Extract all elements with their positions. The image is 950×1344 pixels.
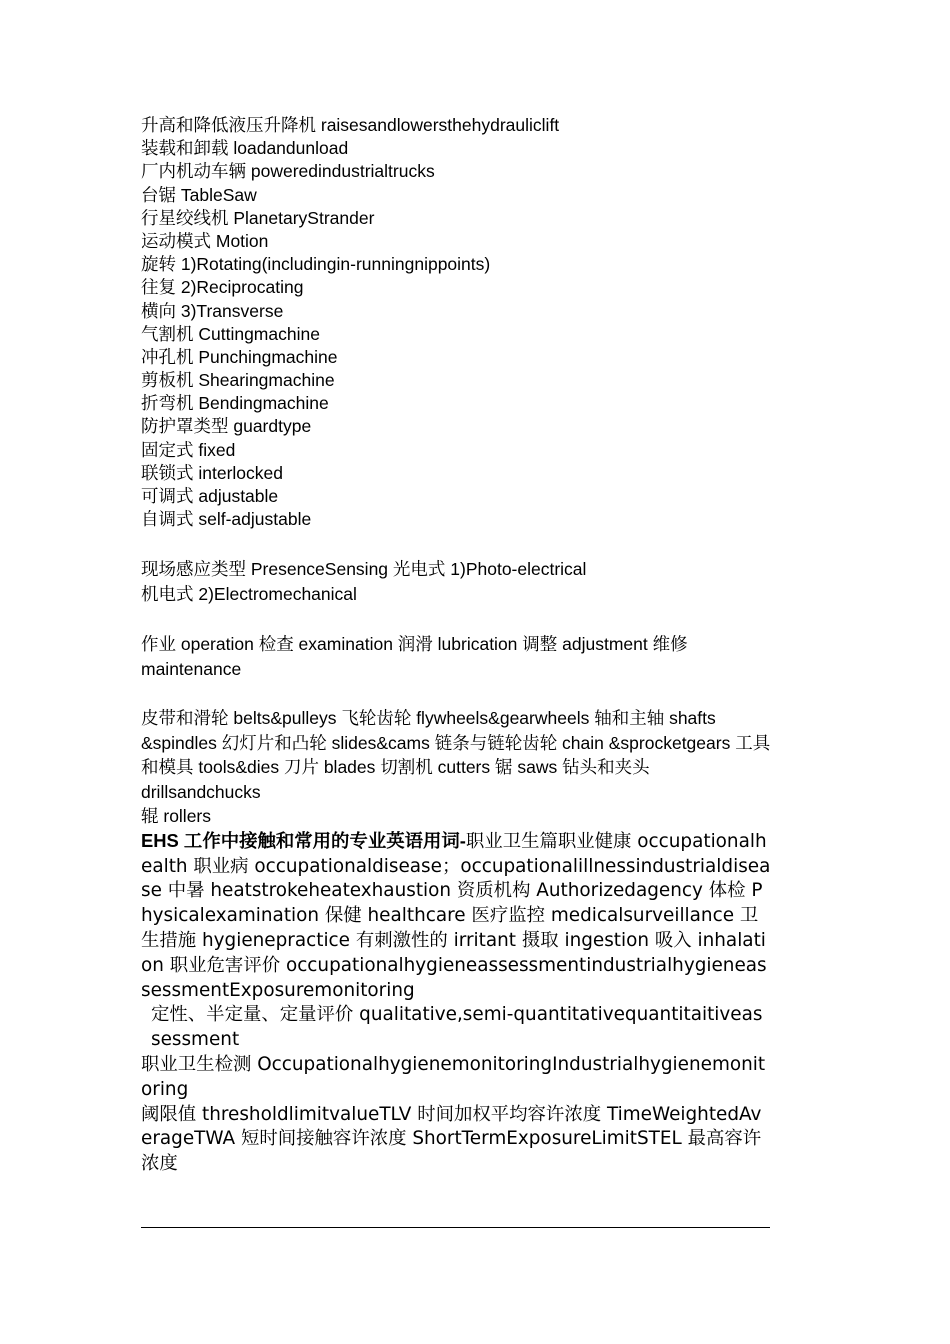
occupational-health-paragraph bbox=[141, 829, 771, 1004]
spacer bbox=[141, 606, 771, 632]
presence-line: 机电式 2)Electromechanical bbox=[141, 583, 357, 604]
section-text: 职业卫生篇职业健康 occupationalhealth 职业病 occupationaldisease；occupationalillnessindustrialdisease 中暑 heatstrokeheatexhaustion 资质机构 Authorizedagency 体检 Physicalexamination 保健 healthcare 医疗监控 medicalsurveillance 卫生措施 hygienepractice 有刺激性的 irritant 摄取 ingestion 吸入 inhalation 职业危害评价 occupationalhygieneassessmentindustrialhygieneassessmentExposuremonitoring bbox=[141, 830, 771, 1001]
term-line: 横向 3)Transverse bbox=[141, 300, 284, 321]
term-line: 折弯机 Bendingmachine bbox=[141, 393, 329, 414]
section-heading: EHS 工作中接触和常用的专业英语用词- bbox=[141, 829, 466, 851]
term-list bbox=[141, 114, 771, 531]
presence-line: 现场感应类型 PresenceSensing 光电式 1)Photo-electrical bbox=[141, 559, 587, 580]
occupational-health-section bbox=[141, 829, 771, 1177]
term-line: 气割机 Cuttingmachine bbox=[141, 323, 320, 344]
term-line: 往复 2)Reciprocating bbox=[141, 277, 304, 298]
rollers-line: 辊 rollers bbox=[141, 806, 212, 827]
term-line: 厂内机动车辆 poweredindustrialtrucks bbox=[141, 161, 435, 182]
presence-sensing-block bbox=[141, 557, 771, 606]
term-line: 固定式 fixed bbox=[141, 439, 236, 460]
term-line: 联锁式 interlocked bbox=[141, 462, 283, 483]
term-line: 冲孔机 Punchingmachine bbox=[141, 346, 338, 367]
term-line: 行星绞线机 PlanetaryStrander bbox=[141, 207, 375, 228]
spacer bbox=[141, 531, 771, 557]
term-line: 运动模式 Motion bbox=[141, 230, 269, 251]
spacer bbox=[141, 681, 771, 706]
qualitative-paragraph: 定性、半定量、定量评价 qualitative,semi-quantitativequantitaitiveassessment bbox=[151, 1004, 763, 1051]
limits-paragraph: 阈限值 thresholdlimitvalueTLV 时间加权平均容许浓度 TimeWeightedAverageTWA 短时间接触容许浓度 ShortTermExposureLimitSTEL 最高容许浓度 bbox=[141, 1103, 762, 1175]
operation-paragraph: 作业 operation 检查 examination 润滑 lubrication 调整 adjustment 维修 maintenance bbox=[141, 634, 688, 679]
term-line: 剪板机 Shearingmachine bbox=[141, 370, 335, 391]
term-line: 装载和卸载 loadandunload bbox=[141, 138, 349, 159]
term-line: 旋转 1)Rotating(includingin-runningnippoints) bbox=[141, 254, 491, 275]
page-bottom-rule bbox=[141, 1227, 770, 1228]
document-body bbox=[141, 114, 771, 1177]
monitoring-paragraph: 职业卫生检测 OccupationalhygienemonitoringIndustrialhygienemonitoring bbox=[141, 1054, 766, 1100]
term-line: 自调式 self-adjustable bbox=[141, 509, 312, 530]
term-line: 升高和降低液压升降机 raisesandlowersthehydrauliclift bbox=[141, 115, 560, 135]
term-line: 台锯 TableSaw bbox=[141, 184, 257, 205]
parts-paragraph: 皮带和滑轮 belts&pulleys 飞轮齿轮 flywheels&gearwheels 轴和主轴 shafts &spindles 幻灯片和凸轮 slides&cams 链条与链轮齿轮 chain &sprocketgears 工具和模具 tools&dies 刀片 blades 切割机 cutters 锯 saws 钻头和夹头 drillsandchucks bbox=[141, 708, 771, 802]
term-line: 防护罩类型 guardtype bbox=[141, 416, 312, 437]
term-line: 可调式 adjustable bbox=[141, 486, 279, 506]
